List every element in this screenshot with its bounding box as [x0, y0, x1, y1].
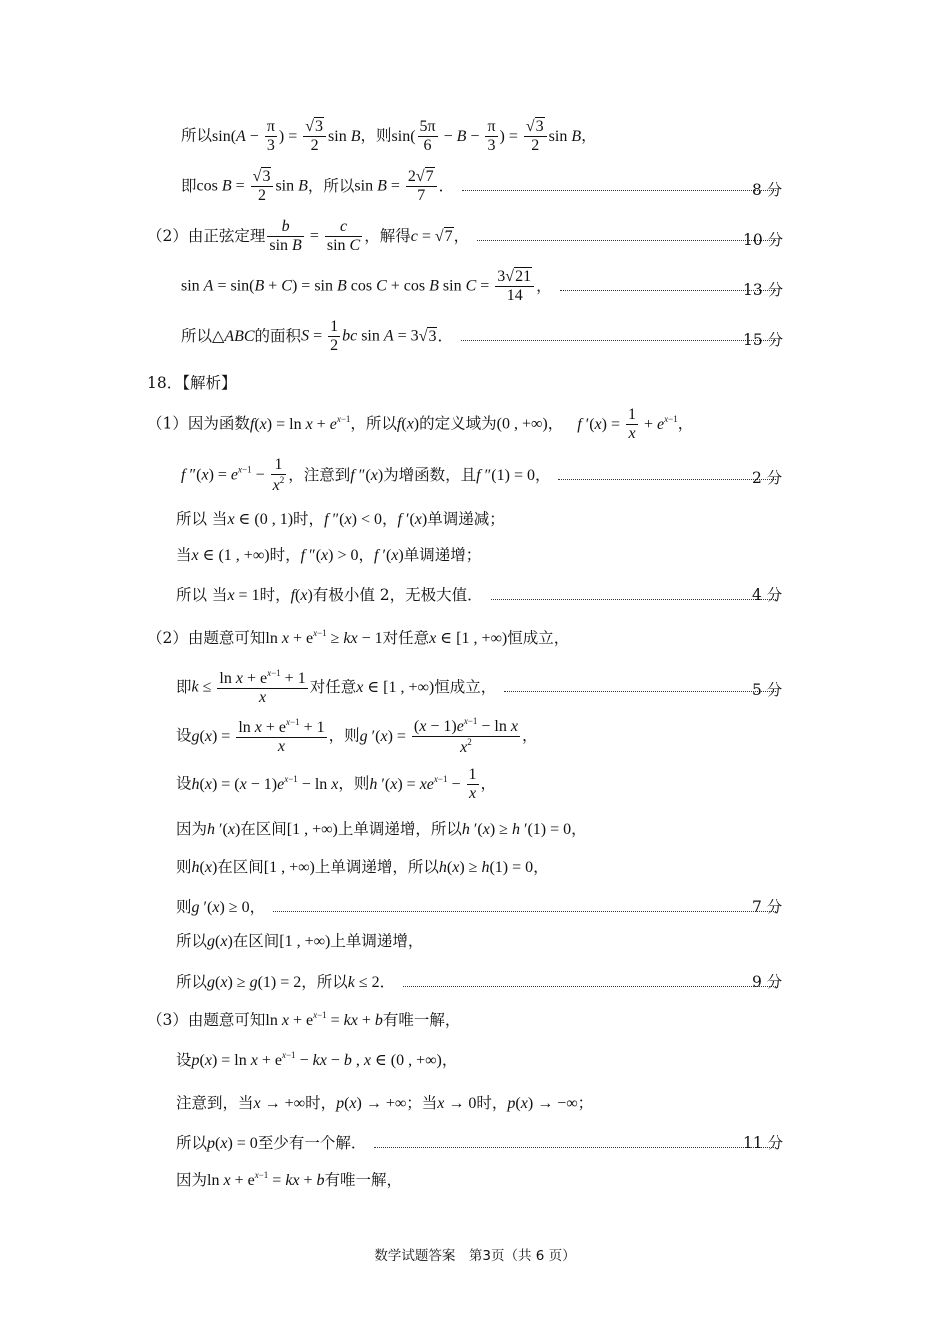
line-p4: 当x ∈ (1 , +∞)时，f ″(x) > 0，f ′(x)单调递增； — [176, 546, 482, 564]
math-expr: g(x) — [207, 933, 233, 950]
score-label: 5 分 — [752, 681, 783, 699]
math-expr: k ≤ 2 — [347, 974, 380, 991]
math-expr: h(x) ≥ h(1) = 0 — [438, 859, 534, 876]
line-q2: 即 k ≤ $\frac{\ln x + e^{x-1} + 1}{x}$ 对任意 x ∈ [1 , +∞) 恒成立， 5 分 — [176, 668, 783, 707]
line-2: 即 cos B = $\frac{√3}{2}$ sin B ，所以 sin B = $\frac{2√7}{7}$ ． 8 分 — [181, 168, 783, 205]
math-expr: $\ln x + e^{x-1}$ = kx + b — [265, 1010, 383, 1029]
line-q8: 所以g(x)在区间[1 , +∞)上单调递增， — [176, 932, 424, 950]
math-expr: $f(x) = \ln x + e^{x-1}$ — [249, 413, 351, 433]
score-label: 9 分 — [752, 973, 783, 991]
line-q5: 因为h ′(x)在区间[1 , +∞)上单调递增，所以h ′(x) ≥ h ′(1) = 0， — [176, 820, 587, 838]
score-label: 2 分 — [752, 469, 783, 487]
page-footer: 数学试题答案 第3页（共 6 页） — [374, 1248, 576, 1264]
math-expr: g ′(x) ≥ 0 — [191, 899, 250, 916]
score-label: 7 分 — [752, 898, 783, 916]
math-expr: x = 1 — [227, 587, 260, 604]
leader-dots — [462, 189, 776, 191]
math-expr: h ′(x) ≥ h ′(1) = 0 — [461, 821, 572, 838]
math-expr: $\ln x + e^{x-1}$ = kx + b — [207, 1170, 325, 1189]
math-expr: $\ln x + e^{x-1}$ ≥ kx − 1 — [265, 628, 383, 647]
line-r1: （3）由题意可知$\ln x + e^{x-1}$ = kx + b有唯一解， — [147, 1010, 461, 1029]
line-q4: 设$h(x) = (x - 1)e^{x-1} - \ln x$，则h $'(x) = xe^{x-1}$ − $\frac{1}{x}$ ， — [176, 766, 497, 803]
score-label: 13 分 — [743, 281, 784, 299]
math-expr: f(x) — [290, 587, 313, 604]
math-expr: f ″(x) > 0 — [300, 547, 359, 564]
line-p3: 所以 当x ∈ (0 , 1)时，f ″(x) < 0，f ′(x)单调递减； — [176, 510, 505, 528]
leader-dots — [273, 910, 776, 912]
line-r4: 所以 p(x) = 0 至少有一个解． 11 分 — [0, 1131, 950, 1157]
line-p1: （1）因为函数$f(x) = \ln x + e^{x-1}$，所以f(x)的定义域为(0 , +∞)， f ′(x) = $\frac{1}{x}$ + $e^{x-1}$， — [147, 406, 694, 443]
math-expr: x → 0 — [437, 1095, 477, 1112]
section-18-heading: 18．【解析】 — [147, 374, 237, 392]
line-5: 所以 △ABC 的面积 S = $\frac{1}{2}$ bc sin A = 3√3 ． 15 分 — [181, 318, 784, 355]
math-expr: sin A = sin(B + C) = sin B cos C + cos B sin C = $\frac{3√21}{14}$ — [181, 268, 536, 306]
line-q1: （2）由题意可知$\ln x + e^{x-1}$ ≥ kx − 1对任意x ∈ [1 , +∞)恒成立， — [147, 628, 570, 647]
math-expr: p(x) → −∞ — [507, 1095, 578, 1112]
math-expr: x ∈ [1 , +∞) — [356, 678, 435, 696]
math-expr: [1 , +∞) — [279, 933, 331, 950]
line-3: （2）由正弦定理 $\frac{b}{\text{sin B}}$ = $\frac{c}{\text{sin C}}$ ，解得 c = √7 ， 10 分 — [147, 218, 784, 255]
line-q3: 设g(x) = $\frac{\ln x + e^{x-1} + 1}{x}$ ，则g ′(x) = $\frac{(x - 1)e^{x-1} - \ln x}{x^2}$ ， — [176, 716, 538, 757]
line-q6: 则h(x)在区间[1 , +∞)上单调递增，所以h(x) ≥ h(1) = 0， — [176, 858, 549, 876]
math-expr: g ′(x) = $\frac{(x - 1)e^{x-1} - \ln x}{x^2}$ — [359, 716, 518, 757]
leader-dots — [403, 985, 776, 987]
leader-dots — [477, 239, 776, 241]
math-expr: $h(x) = (x - 1)e^{x-1} - \ln x$ — [191, 773, 339, 793]
math-expr: p(x) → +∞ — [336, 1095, 407, 1112]
line-p5: 所以 当 x = 1 时， f(x) 有极小值 2，无极大值． 4 分 — [0, 583, 950, 609]
math-expr: p(x) = 0 — [207, 1135, 258, 1152]
leader-dots — [504, 690, 776, 692]
math-expr: x ∈ (1 , +∞) — [191, 547, 270, 564]
math-expr: h $'(x) = xe^{x-1}$ − $\frac{1}{x}$ — [369, 766, 477, 803]
math-expr: f $''(x) = e^{x-1}$ − $\frac{1}{x^2}$ — [181, 456, 285, 495]
math-expr: S = $\frac{1}{2}$ bc sin A = 3√3 — [301, 318, 437, 355]
math-expr: f(x) — [396, 415, 420, 433]
math-expr: [1 , +∞) — [286, 821, 338, 838]
math-expr: x ∈ [1 , +∞) — [429, 630, 508, 647]
math-expr: x → +∞ — [253, 1095, 306, 1112]
math-expr: f ″(x) — [350, 466, 384, 484]
math-expr: g(x) ≥ g(1) = 2 — [207, 974, 302, 991]
math-expr: $\frac{b}{\text{sin B}}$ = $\frac{c}{\text{sin C}}$ — [269, 218, 361, 255]
math-expr: [1 , +∞) — [263, 859, 315, 876]
math-expr: k ≤ $\frac{\ln x + e^{x-1} + 1}{x}$ — [191, 668, 306, 707]
math-expr: $p(x) = \ln x + e^{x-1}$ − kx − b , x ∈ (0 , +∞) — [191, 1050, 442, 1069]
line-4: sin A = sin(B + C) = sin B cos C + cos B sin C = $\frac{3√21}{14}$ ， 13 分 — [181, 268, 784, 305]
score-label: 4 分 — [752, 586, 783, 604]
line-1: 所以sin(A − $\frac{\pi}{3}$ ) = $\frac{√3}{2}$ sin B，则sin( $\frac{5\pi}{6}$ − B − $\frac{\pi}{3}$ ) = $\frac{√3}{2}$ sin B， — [181, 118, 597, 155]
math-expr: c = √7 — [410, 227, 453, 245]
math-expr: f ″(1) = 0 — [476, 466, 535, 484]
math-expr: cos B = $\frac{√3}{2}$ sin B — [196, 168, 308, 205]
math-expr: f ″(x) < 0 — [324, 511, 382, 528]
leader-dots — [461, 339, 776, 341]
leader-dots — [374, 1146, 776, 1148]
line-r5: 因为$\ln x + e^{x-1}$ = kx + b有唯一解， — [176, 1170, 403, 1189]
math-expr: h(x) — [191, 859, 218, 876]
line-r2: 设$p(x) = \ln x + e^{x-1}$ − kx − b , x ∈ (0 , +∞)， — [176, 1050, 458, 1069]
math-expr: sin(A − $\frac{\pi}{3}$ ) = $\frac{√3}{2}$ sin B — [212, 118, 361, 155]
line-p2: f $''(x) = e^{x-1}$ − $\frac{1}{x^2}$ ，注意到 f ″(x) 为增函数，且 f ″(1) = 0 ， 2 分 — [181, 456, 783, 495]
math-expr: f ′(x) — [397, 511, 428, 528]
score-label: 15 分 — [743, 331, 784, 349]
leader-dots — [558, 478, 776, 480]
line-r3: 注意到，当x → +∞时，p(x) → +∞；当x → 0时，p(x) → −∞； — [176, 1094, 594, 1112]
math-expr: h ′(x) — [207, 821, 241, 838]
math-expr: sin( $\frac{5\pi}{6}$ − B − $\frac{\pi}{3}$ ) = $\frac{√3}{2}$ sin B — [391, 118, 582, 155]
math-expr: x ∈ (0 , 1) — [227, 511, 294, 528]
math-expr: △ABC — [212, 327, 255, 345]
math-expr: g(x) = $\frac{\ln x + e^{x-1} + 1}{x}$ — [191, 717, 325, 756]
math-expr: f ′(x) — [374, 547, 404, 564]
math-expr: f ′(x) = $\frac{1}{x}$ + $e^{x-1}$ — [577, 406, 678, 443]
math-expr: sin B = $\frac{2√7}{7}$ — [354, 168, 438, 206]
score-label: 8 分 — [752, 181, 783, 199]
line-q9: 所以 g(x) ≥ g(1) = 2 ，所以 k ≤ 2 ． 9 分 — [0, 970, 950, 996]
score-label: 11 分 — [743, 1134, 784, 1152]
math-expr: (0 , +∞) — [496, 415, 548, 433]
line-q7: 则 g ′(x) ≥ 0 ， 7 分 — [0, 895, 950, 921]
score-label: 10 分 — [743, 231, 784, 249]
leader-dots — [491, 598, 776, 600]
